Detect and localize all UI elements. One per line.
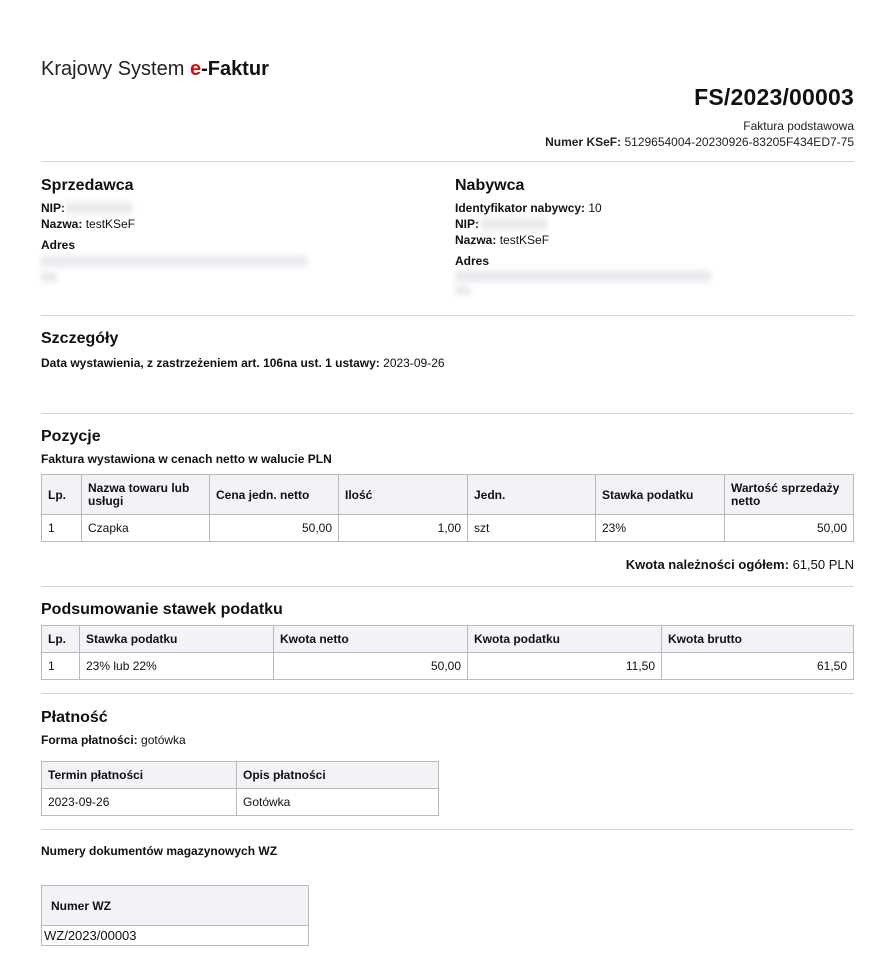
ksef-label: Numer KSeF: xyxy=(545,135,622,149)
tax-summary-table xyxy=(41,625,854,680)
divider xyxy=(41,829,854,830)
col-tax-rate: Stawka podatku xyxy=(80,626,274,653)
buyer-address-label: Adres xyxy=(455,254,490,268)
table-header-row xyxy=(42,762,439,789)
total-due-label: Kwota należności ogółem: xyxy=(625,557,789,572)
issue-date-label: Data wystawienia, z zastrzeżeniem art. 106na ust. 1 ustawy: xyxy=(41,356,380,370)
col-payment-description: Opis płatności xyxy=(237,762,439,789)
seller-nip-redacted xyxy=(66,202,132,214)
invoice-header xyxy=(545,84,854,149)
table-row xyxy=(42,789,439,816)
cell-wz-number: WZ/2023/00003 xyxy=(42,926,309,946)
system-brand xyxy=(41,58,269,81)
divider xyxy=(41,161,854,162)
cell-gross-amount: 61,50 xyxy=(662,653,854,680)
ksef-number xyxy=(545,135,854,149)
table-header-row xyxy=(42,475,854,515)
cell-unit-price: 50,00 xyxy=(210,515,339,542)
divider xyxy=(41,693,854,694)
buyer-nip-redacted xyxy=(481,218,547,230)
seller-name-label: Nazwa: xyxy=(41,217,83,231)
cell-product-name: Czapka xyxy=(82,515,210,542)
divider xyxy=(41,586,854,587)
buyer-address-redacted xyxy=(455,271,711,282)
payment-table xyxy=(41,761,439,816)
ksef-value: 5129654004-20230926-83205F434ED7-75 xyxy=(624,135,854,149)
cell-unit: szt xyxy=(468,515,596,542)
buyer-id xyxy=(455,201,602,215)
payment-form-value: gotówka xyxy=(141,733,186,747)
table-row xyxy=(42,653,854,680)
wz-table xyxy=(41,885,309,946)
buyer-heading: Nabywca xyxy=(455,177,525,194)
table-header-row xyxy=(42,886,309,926)
cell-tax-amount: 11,50 xyxy=(468,653,662,680)
cell-quantity: 1,00 xyxy=(339,515,468,542)
payment-form-label: Forma płatności: xyxy=(41,733,138,747)
details-heading: Szczegóły xyxy=(41,330,119,347)
col-unit-price: Cena jedn. netto xyxy=(210,475,339,515)
buyer-id-label: Identyfikator nabywcy: xyxy=(455,201,586,215)
col-net-value: Wartość sprzedaży netto xyxy=(725,475,854,515)
col-tax-amount: Kwota podatku xyxy=(468,626,662,653)
invoice-number: FS/2023/00003 xyxy=(694,84,854,110)
buyer-nip-label: NIP: xyxy=(455,217,479,231)
brand-e: e xyxy=(189,58,202,80)
table-row xyxy=(42,926,309,946)
seller-name xyxy=(41,217,135,231)
cell-payment-description: Gotówka xyxy=(237,789,439,816)
issue-date-value: 2023-09-26 xyxy=(383,356,445,370)
col-gross-amount: Kwota brutto xyxy=(662,626,854,653)
col-tax-rate: Stawka podatku xyxy=(596,475,725,515)
cell-lp: 1 xyxy=(42,515,82,542)
total-due xyxy=(626,557,854,572)
issue-date xyxy=(41,356,445,370)
cell-tax-rate: 23% lub 22% xyxy=(80,653,274,680)
cell-tax-rate: 23% xyxy=(596,515,725,542)
col-payment-due: Termin płatności xyxy=(42,762,237,789)
table-row xyxy=(42,515,854,542)
payment-heading: Płatność xyxy=(41,709,108,726)
divider xyxy=(41,315,854,316)
brand-suffix: -Faktur xyxy=(201,58,269,80)
brand-prefix: Krajowy System xyxy=(41,58,190,80)
seller-name-value: testKSeF xyxy=(85,217,136,231)
col-unit: Jedn. xyxy=(468,475,596,515)
cell-net-value: 50,00 xyxy=(725,515,854,542)
currency-note: Faktura wystawiona w cenach netto w walucie PLN xyxy=(41,452,332,466)
seller-address-redacted xyxy=(41,256,307,267)
cell-payment-due: 2023-09-26 xyxy=(42,789,237,816)
buyer-id-value: 10 xyxy=(588,201,602,215)
col-product-name: Nazwa towaru lub usługi xyxy=(82,475,210,515)
seller-address-redacted-2 xyxy=(41,272,57,282)
cell-net-amount: 50,00 xyxy=(274,653,468,680)
positions-heading: Pozycje xyxy=(41,428,101,445)
divider xyxy=(41,413,854,414)
table-header-row xyxy=(42,626,854,653)
total-due-value: 61,50 PLN xyxy=(792,557,854,572)
seller-heading: Sprzedawca xyxy=(41,177,134,194)
buyer-nip xyxy=(455,217,479,231)
buyer-name-label: Nazwa: xyxy=(455,233,497,247)
col-lp: Lp. xyxy=(42,475,82,515)
seller-address-label: Adres xyxy=(41,238,76,252)
cell-lp: 1 xyxy=(42,653,80,680)
positions-table xyxy=(41,474,854,542)
seller-nip xyxy=(41,201,65,215)
payment-form xyxy=(41,733,186,747)
col-wz-number: Numer WZ xyxy=(42,886,309,926)
tax-summary-heading: Podsumowanie stawek podatku xyxy=(41,601,283,618)
wz-heading: Numery dokumentów magazynowych WZ xyxy=(41,844,278,858)
col-net-amount: Kwota netto xyxy=(274,626,468,653)
col-lp: Lp. xyxy=(42,626,80,653)
seller-nip-label: NIP: xyxy=(41,201,65,215)
invoice-type: Faktura podstawowa xyxy=(743,119,854,133)
buyer-name-value: testKSeF xyxy=(499,233,550,247)
buyer-address-redacted-2 xyxy=(455,286,471,295)
buyer-name xyxy=(455,233,549,247)
col-quantity: Ilość xyxy=(339,475,468,515)
